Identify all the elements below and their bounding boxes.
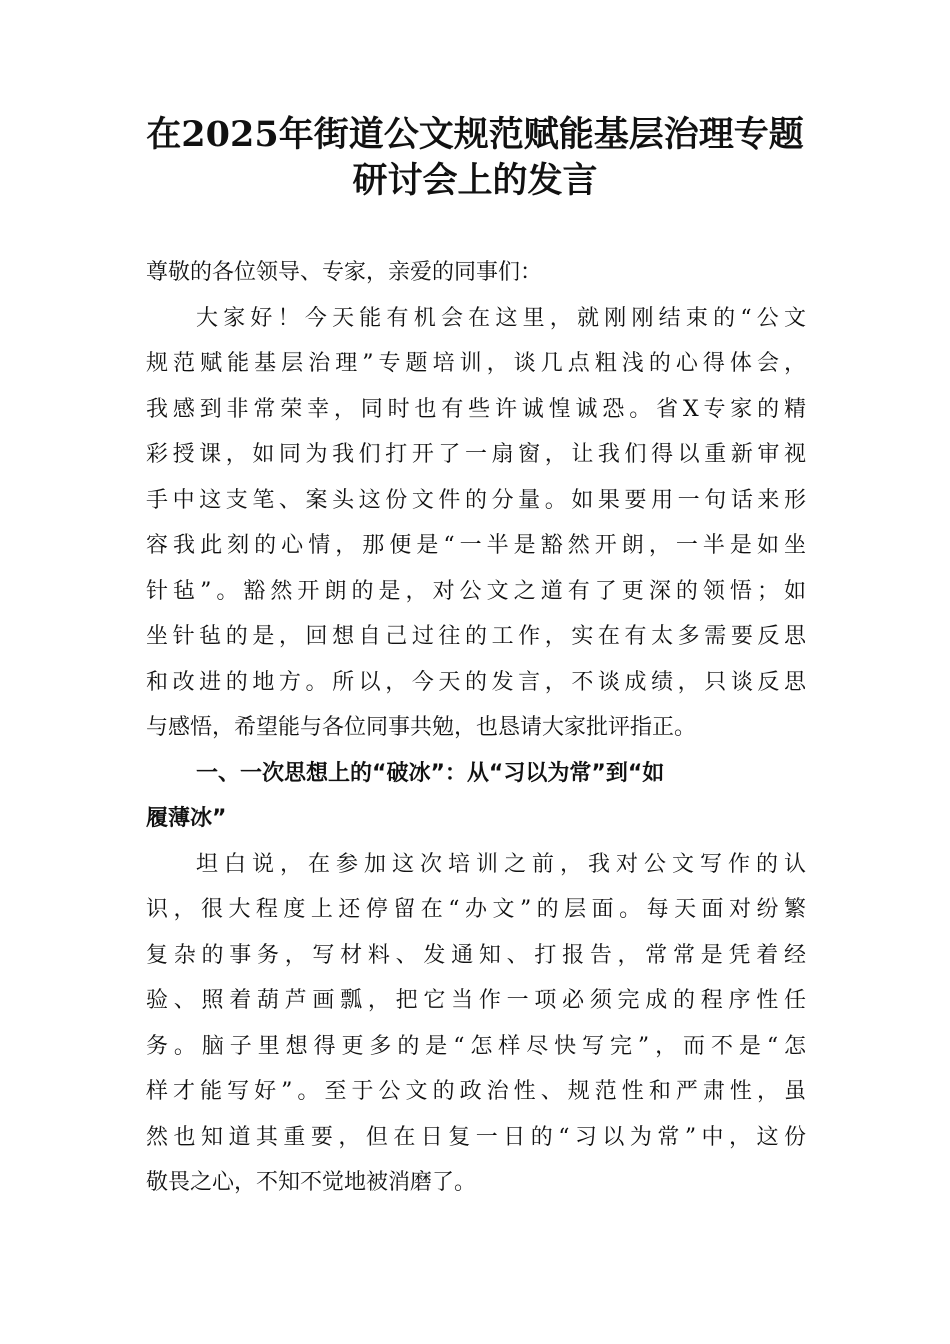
text-line: 和改进的地方。所以，今天的发言，不谈成绩，只谈反思 [146,669,806,695]
paragraph-1 [146,296,806,751]
text-line: 坐针毡的是，回想自己过往的工作，实在有太多需要反思 [146,624,806,649]
text-line: 然也知道其重要，但在日复一日的“习以为常”中，这份 [146,1124,806,1150]
text-line: 彩授课，如同为我们打开了一扇窗，让我们得以重新审视 [146,442,806,467]
text-line: 复杂的事务，写材料、发通知、打报告，常常是凭着经 [146,942,806,968]
heading-line: 一、一次思想上的“破冰”：从“习以为常”到“如 [196,760,665,786]
title-line: 在2025年街道公文规范赋能基层治理专题 [146,114,804,155]
text-line: 针毡”。豁然开朗的是，对公文之道有了更深的领悟；如 [146,578,806,604]
text-line: 敬畏之心，不知不觉地被消磨了。 [146,1170,477,1195]
paragraph-2 [146,842,806,1206]
text-line: 规范赋能基层治理”专题培训，谈几点粗浅的心得体会， [146,351,806,376]
text-line: 大家好！今天能有机会在这里，就刚刚结束的“公文 [196,305,806,331]
text-line: 我感到非常荣幸，同时也有些许诚惶诚恐。省X专家的精 [146,396,806,422]
text-line: 务。脑子里想得更多的是“怎样尽快写完”，而不是“怎 [146,1033,806,1059]
text-line: 样才能写好”。至于公文的政治性、规范性和严肃性，虽 [146,1079,806,1104]
text-line: 识，很大程度上还停留在“办文”的层面。每天面对纷繁 [146,897,806,922]
section-heading-1 [146,751,806,842]
document-title [120,112,830,204]
text-line: 手中这支笔、案头这份文件的分量。如果要用一句话来形 [146,487,806,513]
text-line: 验、照着葫芦画瓢，把它当作一项必须完成的程序性任 [146,988,806,1013]
document-body [146,250,806,1206]
text-line: 容我此刻的心情，那便是“一半是豁然开朗，一半是如坐 [146,533,806,558]
heading-line: 履薄冰” [146,806,227,831]
title-line: 研讨会上的发言 [352,160,598,201]
salutation: 尊敬的各位领导、专家，亲爱的同事们： [146,260,543,285]
text-line: 坦白说，在参加这次培训之前，我对公文写作的认 [196,851,806,877]
text-line: 与感悟，希望能与各位同事共勉，也恳请大家批评指正。 [146,715,697,740]
